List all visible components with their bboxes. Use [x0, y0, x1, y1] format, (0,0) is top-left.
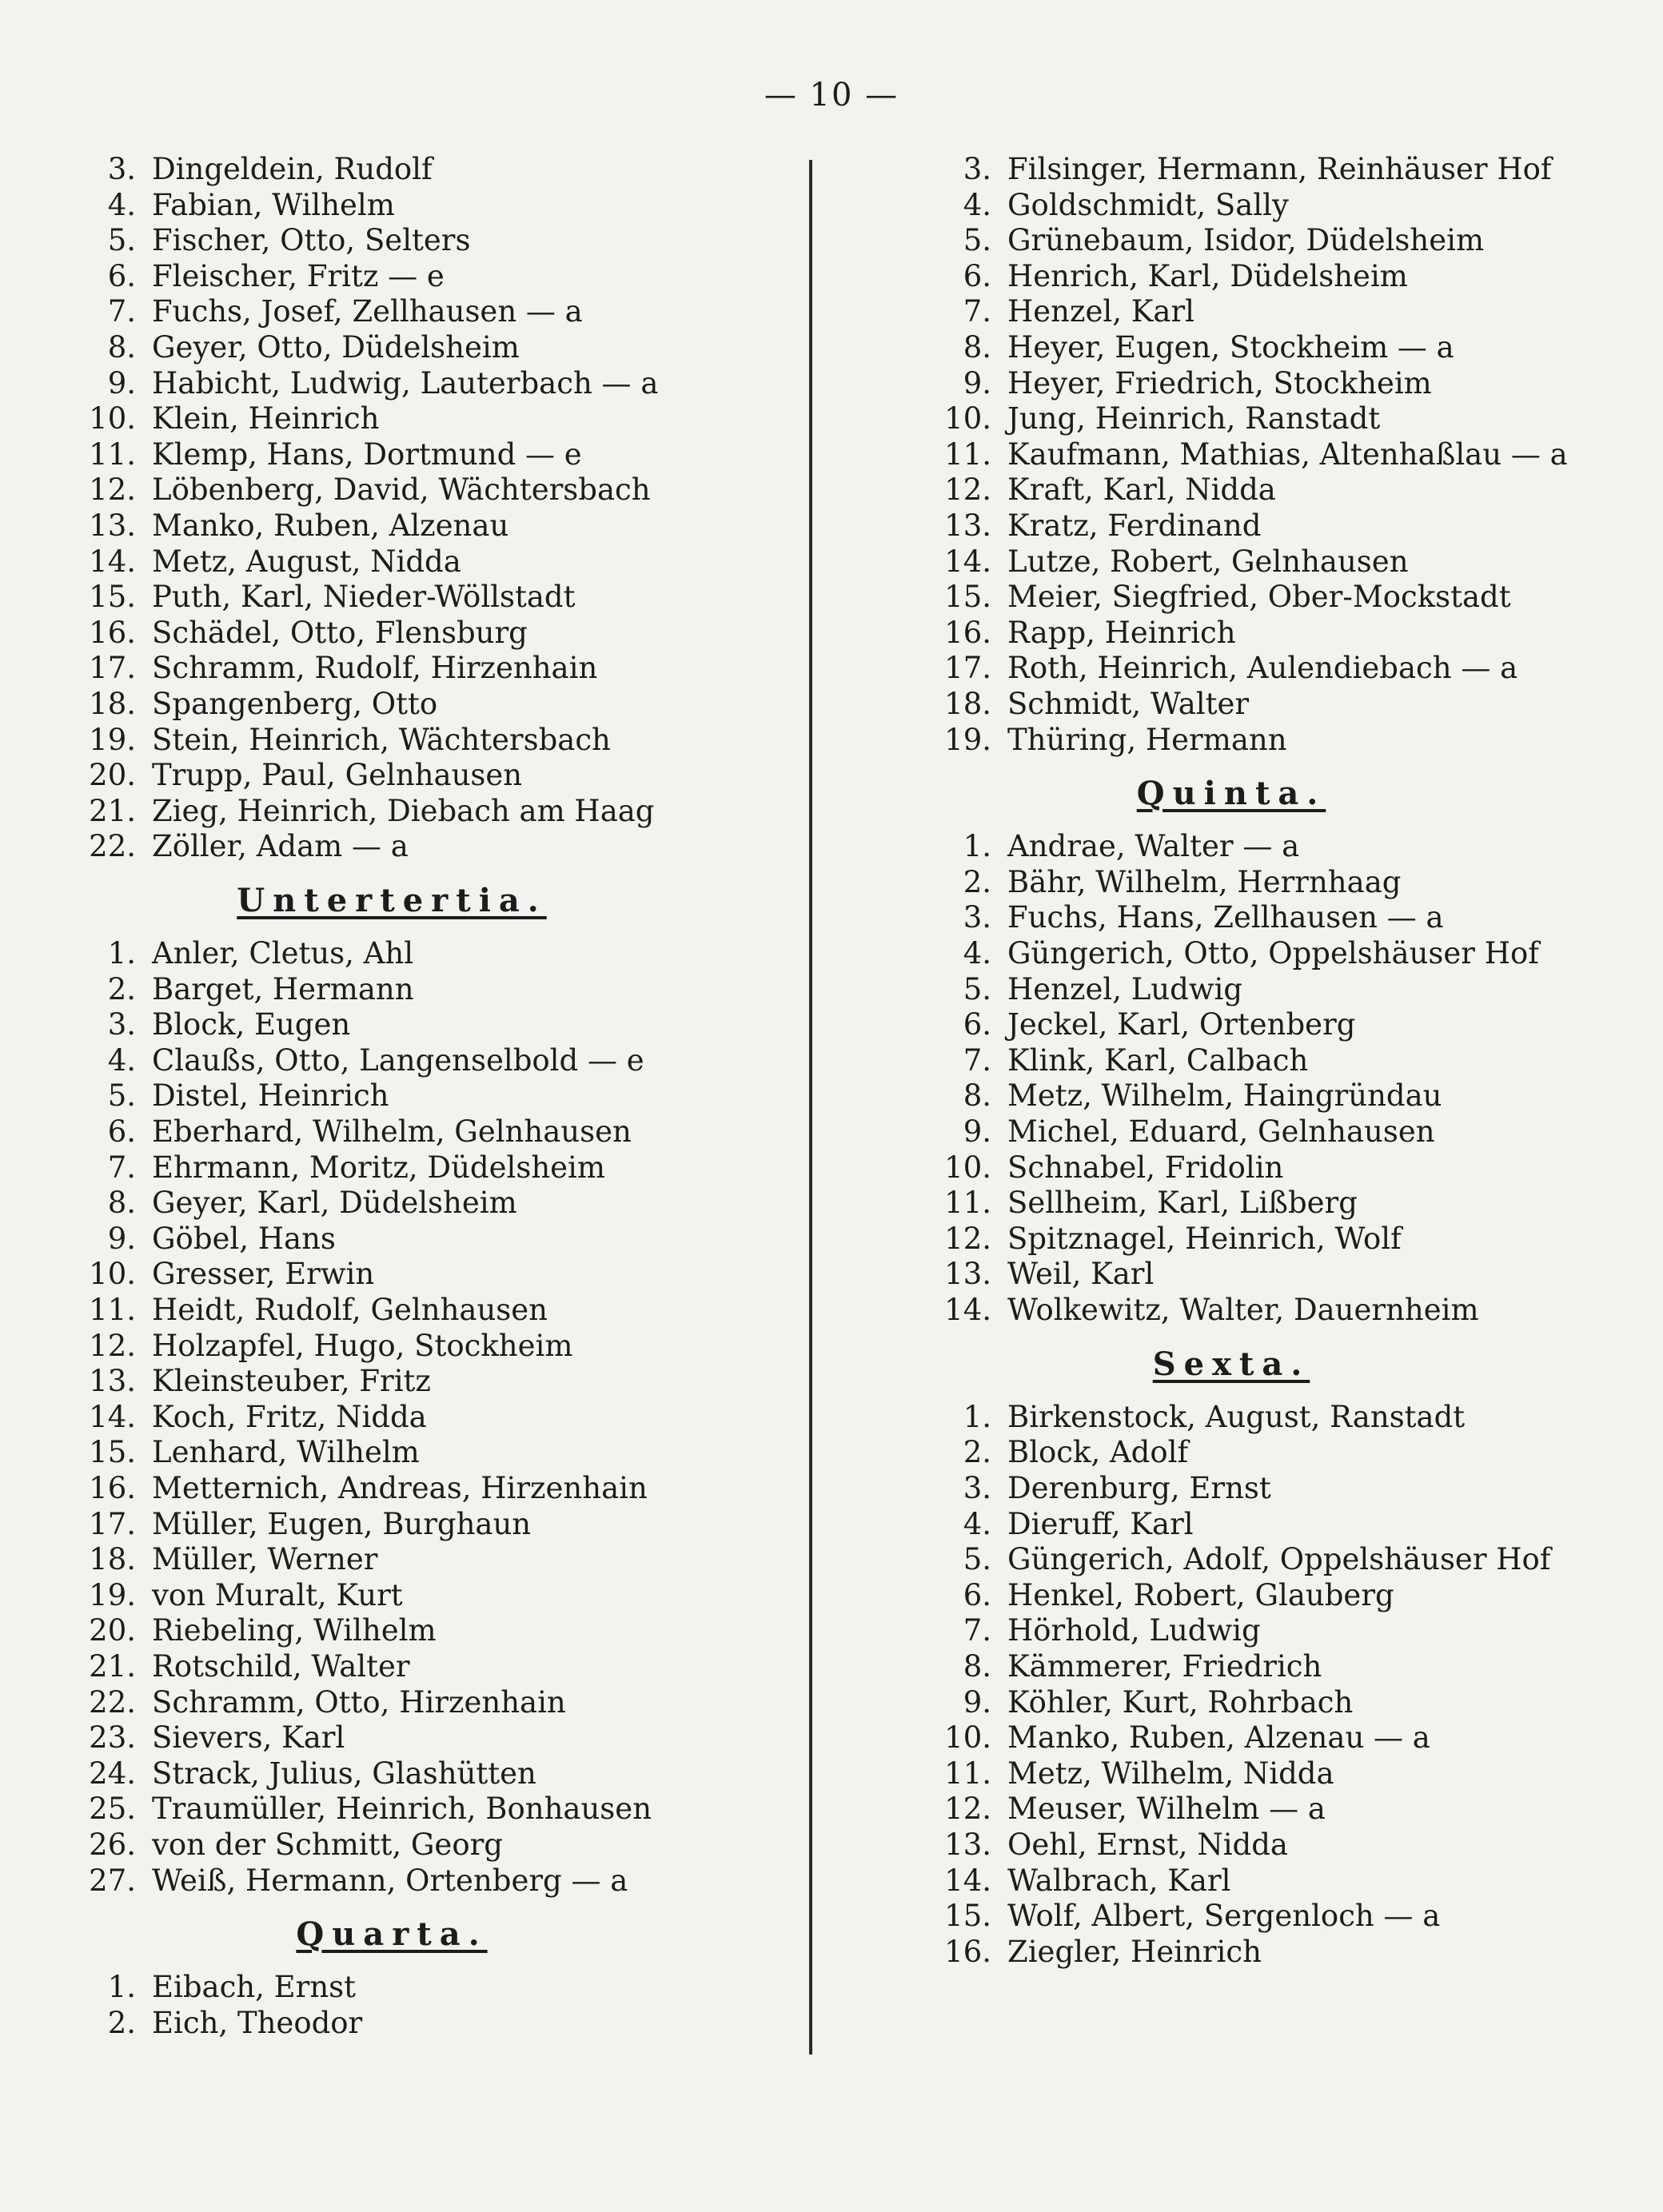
list-item-number: 10.: [944, 1150, 991, 1185]
list-item: [927, 972, 1631, 1008]
list-item-number: 10.: [89, 1257, 136, 1292]
list-item-number: 2.: [963, 1435, 991, 1470]
section-heading: Quinta.: [1136, 775, 1326, 813]
list-item-number: 7.: [963, 1613, 991, 1648]
list-item: [72, 330, 792, 366]
list-item-name: Bähr, Wilhelm, Herrnhaag: [1007, 864, 1402, 899]
list-item: [72, 1257, 792, 1293]
list-item-number: 13.: [944, 1827, 991, 1862]
list-item-number: 4.: [963, 1506, 991, 1541]
list-item-number: 18.: [89, 1542, 136, 1577]
list-item-number: 5.: [963, 223, 991, 258]
list-item-number: 7.: [963, 1042, 991, 1078]
list-item: [927, 1578, 1631, 1614]
list-item: [927, 1863, 1631, 1899]
list-item-number: 8.: [963, 1648, 991, 1684]
list-item-number: 15.: [89, 1435, 136, 1470]
list-item: [72, 544, 792, 580]
list-item-number: 25.: [89, 1792, 136, 1827]
list-item-name: Henzel, Ludwig: [1007, 971, 1243, 1006]
list-item-number: 27.: [89, 1863, 136, 1898]
list-item: [927, 1685, 1631, 1721]
list-item: [72, 1329, 792, 1365]
list-item-number: 16.: [944, 1934, 991, 1969]
list-item-name: Andrae, Walter — a: [1007, 829, 1300, 864]
list-item: [927, 1435, 1631, 1471]
list-item-number: 8.: [963, 1078, 991, 1114]
list-item: [927, 152, 1631, 188]
list-item-number: 12.: [89, 1328, 136, 1363]
list-item-name: Spitznagel, Heinrich, Wolf: [1007, 1221, 1402, 1256]
list-item-name: Meier, Siegfried, Ober-Mockstadt: [1007, 580, 1511, 615]
list-item-name: Sellheim, Karl, Lißberg: [1007, 1186, 1358, 1221]
list-item: [72, 1400, 792, 1436]
list-item-name: Jeckel, Karl, Ortenberg: [1007, 1007, 1356, 1042]
list-item-name: Thüring, Hermann: [1007, 722, 1287, 757]
list-item-name: Fuchs, Josef, Zellhausen — a: [152, 294, 583, 329]
list-item-number: 2.: [107, 971, 136, 1006]
list-item-name: Fuchs, Hans, Zellhausen — a: [1007, 900, 1444, 935]
list-item-name: Derenburg, Ernst: [1007, 1470, 1271, 1505]
list-item: [72, 508, 792, 544]
list-item-name: Eberhard, Wilhelm, Gelnhausen: [152, 1114, 632, 1150]
list-item: [927, 1007, 1631, 1043]
list-item-name: Holzapfel, Hugo, Stockheim: [152, 1328, 573, 1363]
list-item-number: 17.: [944, 651, 991, 686]
list-item-name: Distel, Heinrich: [152, 1078, 389, 1114]
list-item-name: Eich, Theodor: [152, 2005, 363, 2040]
list-item: [927, 1186, 1631, 1222]
section-heading: Untertertia.: [237, 881, 547, 919]
list-item: [927, 294, 1631, 330]
list-item-number: 4.: [963, 936, 991, 971]
list-item-name: Heidt, Rudolf, Gelnhausen: [152, 1293, 548, 1327]
list-item: [72, 936, 792, 972]
list-item: [72, 1222, 792, 1257]
list-item: [927, 437, 1631, 473]
list-item: [927, 1542, 1631, 1578]
list-item-name: Schädel, Otto, Flensburg: [152, 615, 528, 650]
list-item-number: 1.: [107, 1970, 136, 2005]
list-item-number: 10.: [944, 401, 991, 436]
list-item: [927, 1114, 1631, 1150]
list-item: [72, 1471, 792, 1507]
list-item-number: 14.: [944, 1863, 991, 1898]
list-item-number: 12.: [944, 1792, 991, 1827]
list-item-name: Geyer, Karl, Düdelsheim: [152, 1186, 517, 1221]
list-item: [72, 1720, 792, 1756]
list-item-number: 24.: [89, 1756, 136, 1791]
list-item-name: Lutze, Robert, Gelnhausen: [1007, 544, 1409, 579]
list-item-number: 6.: [107, 1114, 136, 1150]
list-item: [927, 829, 1631, 865]
list-item: [72, 1293, 792, 1329]
list-item-name: Claußs, Otto, Langenselbold — e: [152, 1042, 644, 1078]
list-item-name: Kleinsteuber, Fritz: [152, 1364, 431, 1399]
list-item-number: 15.: [89, 580, 136, 615]
list-item-number: 13.: [89, 1364, 136, 1399]
list-item: [927, 687, 1631, 723]
list-item-name: von der Schmitt, Georg: [152, 1827, 503, 1862]
list-item-name: Traumüller, Heinrich, Bonhausen: [152, 1792, 652, 1827]
list-item-name: Güngerich, Adolf, Oppelshäuser Hof: [1007, 1542, 1551, 1577]
list-item-number: 9.: [963, 1684, 991, 1720]
list-item-name: Metz, Wilhelm, Haingründau: [1007, 1078, 1442, 1114]
list-item-name: Block, Eugen: [152, 1007, 351, 1042]
list-item-name: Kraft, Karl, Nidda: [1007, 472, 1276, 508]
list-item-number: 3.: [963, 1470, 991, 1505]
list-item-name: Eibach, Ernst: [152, 1970, 357, 2005]
list-item-number: 5.: [963, 1542, 991, 1577]
list-item-number: 21.: [89, 1648, 136, 1684]
list-item-number: 3.: [107, 1007, 136, 1042]
list-item-name: Roth, Heinrich, Aulendiebach — a: [1007, 651, 1518, 686]
list-item-name: Jung, Heinrich, Ranstadt: [1007, 401, 1381, 436]
list-item-number: 11.: [944, 1756, 991, 1791]
list-item-name: Stein, Heinrich, Wächtersbach: [152, 722, 611, 757]
list-item-name: Henkel, Robert, Glauberg: [1007, 1577, 1394, 1612]
list-item: [927, 1756, 1631, 1792]
list-item-number: 10.: [89, 401, 136, 436]
list-item: [927, 580, 1631, 616]
list-item-name: Klemp, Hans, Dortmund — e: [152, 436, 582, 472]
section-heading: Quarta.: [296, 1915, 488, 1954]
list-item: [927, 723, 1631, 759]
list-item-number: 19.: [944, 722, 991, 757]
list-item-number: 4.: [107, 1042, 136, 1078]
list-item-name: Strack, Julius, Glashütten: [152, 1756, 536, 1791]
list-item: [927, 223, 1631, 259]
list-item-name: Schramm, Otto, Hirzenhain: [152, 1684, 566, 1720]
list-item: [927, 1078, 1631, 1114]
list-item: [72, 723, 792, 759]
list-item-name: Grünebaum, Isidor, Düdelsheim: [1007, 223, 1485, 258]
list-item: [927, 366, 1631, 402]
list-item-number: 10.: [944, 1720, 991, 1756]
list-item-number: 5.: [107, 1078, 136, 1114]
list-item-number: 17.: [89, 1506, 136, 1541]
list-item: [72, 1435, 792, 1471]
list-item: [72, 366, 792, 402]
list-item: [72, 1007, 792, 1043]
list-item-number: 20.: [89, 1613, 136, 1648]
list-item: [72, 1578, 792, 1614]
list-item-number: 1.: [963, 1399, 991, 1434]
list-item-number: 5.: [963, 971, 991, 1006]
list-item: [927, 1899, 1631, 1935]
list-item-number: 7.: [963, 294, 991, 329]
list-item-name: Manko, Ruben, Alzenau: [152, 508, 509, 543]
list-item: [927, 544, 1631, 580]
list-item-name: Heyer, Eugen, Stockheim — a: [1007, 329, 1454, 365]
list-item-number: 6.: [963, 1007, 991, 1042]
list-item-name: Wolkewitz, Walter, Dauernheim: [1007, 1293, 1479, 1327]
list-item: [72, 437, 792, 473]
list-item: [72, 1150, 792, 1186]
list-item-name: Dingeldein, Rudolf: [152, 152, 433, 186]
list-item-name: Metz, August, Nidda: [152, 544, 461, 579]
right-column: [927, 152, 1631, 1970]
list-item-number: 3.: [963, 900, 991, 935]
list-item-number: 11.: [89, 436, 136, 472]
list-item-name: Weil, Karl: [1007, 1257, 1155, 1292]
list-item: [72, 616, 792, 652]
list-item-name: Fischer, Otto, Selters: [152, 223, 471, 258]
list-item: [72, 1756, 792, 1792]
list-item: [72, 1685, 792, 1721]
list-item-name: Riebeling, Wilhelm: [152, 1613, 437, 1648]
list-item-number: 26.: [89, 1827, 136, 1862]
list-item-number: 7.: [107, 1150, 136, 1185]
list-item: [72, 829, 792, 865]
list-item-number: 8.: [107, 1186, 136, 1221]
list-item: [927, 1720, 1631, 1756]
list-item: [927, 330, 1631, 366]
list-item-number: 11.: [944, 436, 991, 472]
list-item: [72, 259, 792, 295]
list-item-name: Kratz, Ferdinand: [1007, 508, 1262, 543]
list-item: [927, 259, 1631, 295]
list-item-name: Fabian, Wilhelm: [152, 187, 395, 222]
list-item: [927, 900, 1631, 936]
list-item-name: Walbrach, Karl: [1007, 1863, 1231, 1898]
list-item: [72, 472, 792, 508]
list-item-number: 17.: [89, 651, 136, 686]
list-item: [72, 1078, 792, 1114]
list-item-number: 21.: [89, 793, 136, 828]
list-item-number: 12.: [944, 1221, 991, 1256]
list-item: [927, 1613, 1631, 1649]
list-item: [72, 687, 792, 723]
list-item-number: 11.: [944, 1186, 991, 1221]
list-item: [72, 1114, 792, 1150]
list-item-name: Kaufmann, Mathias, Altenhaßlau — a: [1007, 436, 1568, 472]
list-item-name: Zieg, Heinrich, Diebach am Haag: [152, 793, 655, 828]
list-item-name: Manko, Ruben, Alzenau — a: [1007, 1720, 1430, 1756]
list-item-number: 1.: [107, 936, 136, 971]
list-item-name: Dieruff, Karl: [1007, 1506, 1194, 1541]
list-item-number: 22.: [89, 829, 136, 864]
list-item-name: Metternich, Andreas, Hirzenhain: [152, 1470, 648, 1505]
list-item: [72, 580, 792, 616]
list-item-name: Henzel, Karl: [1007, 294, 1194, 329]
list-item-name: Klein, Heinrich: [152, 401, 380, 436]
list-item-number: 16.: [89, 1470, 136, 1505]
list-item: [927, 472, 1631, 508]
list-item-name: Gresser, Erwin: [152, 1257, 375, 1292]
list-item: [72, 188, 792, 224]
list-item-name: Meuser, Wilhelm — a: [1007, 1792, 1326, 1827]
list-item: [927, 508, 1631, 544]
list-item-name: Filsinger, Hermann, Reinhäuser Hof: [1007, 152, 1552, 186]
list-item-number: 6.: [963, 1577, 991, 1612]
list-item-name: Geyer, Otto, Düdelsheim: [152, 329, 520, 365]
list-item-number: 15.: [944, 1899, 991, 1934]
list-item-number: 9.: [107, 365, 136, 401]
list-item-number: 6.: [107, 258, 136, 293]
list-item-number: 14.: [89, 544, 136, 579]
list-item-number: 22.: [89, 1684, 136, 1720]
column-divider: [809, 160, 812, 2055]
list-item: [72, 223, 792, 259]
list-item-number: 14.: [89, 1399, 136, 1434]
list-item-name: Hörhold, Ludwig: [1007, 1613, 1261, 1648]
list-item-name: von Muralt, Kurt: [152, 1577, 403, 1612]
list-item-name: Anler, Cletus, Ahl: [152, 936, 414, 971]
list-item-number: 14.: [944, 544, 991, 579]
list-item: [72, 1649, 792, 1685]
list-item: [927, 1150, 1631, 1186]
list-item-number: 12.: [944, 472, 991, 508]
list-item: [72, 1863, 792, 1899]
list-item-name: Michel, Eduard, Gelnhausen: [1007, 1114, 1435, 1150]
list-item-name: Kämmerer, Friedrich: [1007, 1648, 1322, 1684]
list-item: [72, 1792, 792, 1827]
list-item-number: 8.: [107, 329, 136, 365]
list-item: [927, 1649, 1631, 1685]
list-item-number: 8.: [963, 329, 991, 365]
list-item: [927, 865, 1631, 901]
list-item-name: Henrich, Karl, Düdelsheim: [1007, 258, 1408, 293]
list-item-number: 3.: [107, 152, 136, 186]
list-item: [72, 1364, 792, 1400]
list-item-name: Weiß, Hermann, Ortenberg — a: [152, 1863, 628, 1898]
list-item: [927, 1827, 1631, 1863]
list-item: [72, 972, 792, 1008]
list-item-name: Schramm, Rudolf, Hirzenhain: [152, 651, 598, 686]
list-item: [927, 1400, 1631, 1436]
list-item-number: 15.: [944, 580, 991, 615]
list-item-name: Goldschmidt, Sally: [1007, 187, 1289, 222]
list-item: [72, 2006, 792, 2042]
list-item-number: 9.: [963, 1114, 991, 1150]
list-item-name: Wolf, Albert, Sergenloch — a: [1007, 1899, 1441, 1934]
list-item-number: 4.: [963, 187, 991, 222]
list-item-number: 18.: [89, 686, 136, 721]
list-item-number: 2.: [107, 2005, 136, 2040]
list-item-name: Spangenberg, Otto: [152, 686, 438, 721]
list-item: [927, 651, 1631, 687]
list-item: [72, 1542, 792, 1578]
list-item-number: 13.: [89, 508, 136, 543]
list-item: [72, 1613, 792, 1649]
left-column: [72, 152, 792, 2041]
list-item: [927, 1471, 1631, 1507]
list-item-name: Göbel, Hans: [152, 1221, 336, 1256]
list-item-name: Sievers, Karl: [152, 1720, 345, 1756]
list-item: [72, 401, 792, 437]
list-item: [927, 1257, 1631, 1293]
list-item-number: 9.: [963, 365, 991, 401]
list-item-name: Habicht, Ludwig, Lauterbach — a: [152, 365, 659, 401]
list-item: [72, 152, 792, 188]
list-item-name: Klink, Karl, Calbach: [1007, 1042, 1309, 1078]
list-item: [927, 1792, 1631, 1827]
list-item-name: Koch, Fritz, Nidda: [152, 1399, 427, 1434]
list-item-name: Fleischer, Fritz — e: [152, 258, 445, 293]
list-item-number: 12.: [89, 472, 136, 508]
list-item-number: 16.: [89, 615, 136, 650]
list-item-number: 9.: [107, 1221, 136, 1256]
list-item: [72, 794, 792, 830]
list-item-number: 7.: [107, 294, 136, 329]
list-item-number: 3.: [963, 152, 991, 186]
page-number: — 10 —: [764, 77, 899, 114]
list-item-name: Zöller, Adam — a: [152, 829, 409, 864]
list-item-number: 1.: [963, 829, 991, 864]
list-item: [927, 1222, 1631, 1257]
list-item-number: 2.: [963, 864, 991, 899]
list-item-name: Köhler, Kurt, Rohrbach: [1007, 1684, 1354, 1720]
list-item-number: 11.: [89, 1293, 136, 1327]
list-item-name: Rapp, Heinrich: [1007, 615, 1236, 650]
list-item: [927, 188, 1631, 224]
list-item-name: Ziegler, Heinrich: [1007, 1934, 1262, 1969]
list-item-name: Müller, Werner: [152, 1542, 378, 1577]
list-item-number: 14.: [944, 1293, 991, 1327]
list-item: [927, 616, 1631, 652]
list-item-name: Rotschild, Walter: [152, 1648, 410, 1684]
list-item-number: 6.: [963, 258, 991, 293]
list-item-name: Löbenberg, David, Wächtersbach: [152, 472, 651, 508]
list-item-name: Lenhard, Wilhelm: [152, 1435, 420, 1470]
list-item-name: Ehrmann, Moritz, Düdelsheim: [152, 1150, 605, 1185]
list-item-number: 23.: [89, 1720, 136, 1756]
list-item-name: Heyer, Friedrich, Stockheim: [1007, 365, 1432, 401]
list-item-name: Oehl, Ernst, Nidda: [1007, 1827, 1288, 1862]
list-item-number: 13.: [944, 508, 991, 543]
list-item-name: Trupp, Paul, Gelnhausen: [152, 758, 523, 793]
list-item: [927, 401, 1631, 437]
list-item-name: Puth, Karl, Nieder-Wöllstadt: [152, 580, 576, 615]
list-item-number: 19.: [89, 722, 136, 757]
list-item-number: 18.: [944, 686, 991, 721]
list-item-name: Metz, Wilhelm, Nidda: [1007, 1756, 1334, 1791]
list-item-name: Block, Adolf: [1007, 1435, 1189, 1470]
list-item-name: Schmidt, Walter: [1007, 686, 1250, 721]
list-item-name: Müller, Eugen, Burghaun: [152, 1506, 532, 1541]
list-item: [927, 1043, 1631, 1079]
list-item: [72, 758, 792, 794]
list-item: [927, 936, 1631, 972]
list-item: [72, 651, 792, 687]
list-item-name: Güngerich, Otto, Oppelshäuser Hof: [1007, 936, 1539, 971]
list-item: [72, 1186, 792, 1222]
list-item: [72, 294, 792, 330]
list-item: [72, 1827, 792, 1863]
list-item-number: 4.: [107, 187, 136, 222]
list-item-name: Birkenstock, August, Ranstadt: [1007, 1399, 1466, 1434]
list-item-number: 5.: [107, 223, 136, 258]
list-item-name: Barget, Hermann: [152, 971, 414, 1006]
list-item: [927, 1507, 1631, 1543]
section-heading: Sexta.: [1152, 1345, 1310, 1383]
list-item: [72, 1507, 792, 1543]
list-item-name: Schnabel, Fridolin: [1007, 1150, 1284, 1185]
list-item: [927, 1293, 1631, 1329]
list-item-number: 13.: [944, 1257, 991, 1292]
list-item: [72, 1970, 792, 2006]
list-item: [72, 1043, 792, 1079]
list-item-number: 16.: [944, 615, 991, 650]
list-item-number: 20.: [89, 758, 136, 793]
list-item: [927, 1935, 1631, 1971]
list-item-number: 19.: [89, 1577, 136, 1612]
